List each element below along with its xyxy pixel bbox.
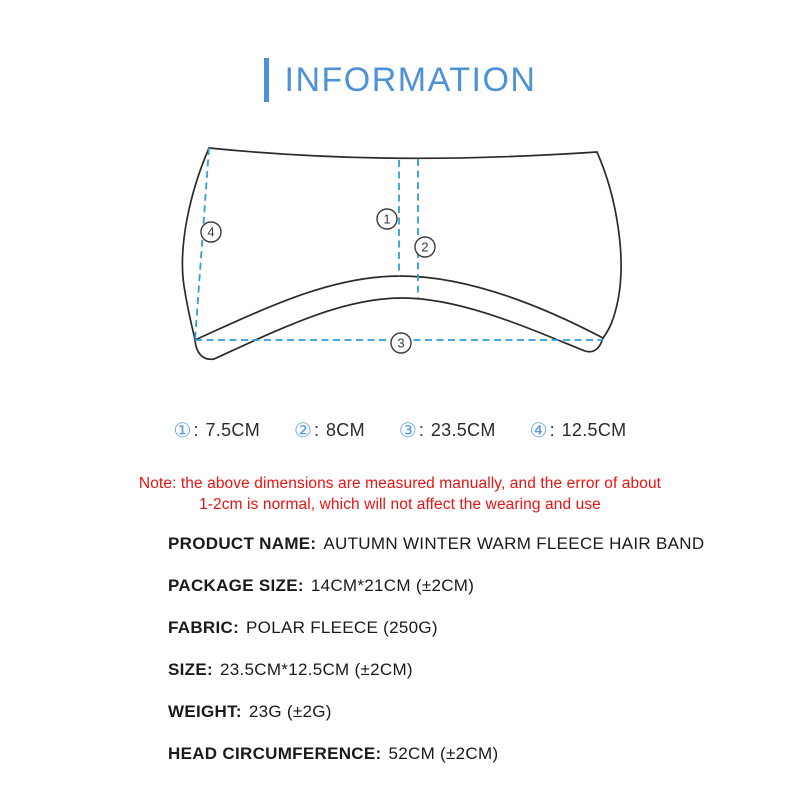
spec-label: PRODUCT NAME:: [168, 534, 317, 553]
spec-list: [168, 533, 704, 785]
legend-value: 8CM: [325, 419, 365, 440]
diagram-marker-1: [377, 209, 397, 229]
svg-text:4: 4: [207, 224, 215, 240]
spec-value: 52CM (±2CM): [388, 744, 499, 763]
circled-3-icon: ③: [398, 418, 417, 442]
legend-value: 23.5CM: [430, 419, 496, 440]
spec-label: FABRIC:: [168, 618, 240, 637]
spec-label: SIZE:: [168, 660, 213, 679]
spec-row-weight: [168, 701, 704, 723]
spec-row-size: [168, 659, 704, 681]
spec-value: 14CM*21CM (±2CM): [310, 576, 475, 595]
svg-text:2: 2: [421, 239, 429, 255]
spec-row-fabric: [168, 617, 704, 639]
legend-item-1: [174, 418, 260, 442]
legend-value: 12.5CM: [561, 419, 627, 440]
legend-colon: :: [313, 419, 319, 440]
circled-4-icon: ④: [529, 418, 548, 442]
spec-value: AUTUMN WINTER WARM FLEECE HAIR BAND: [323, 534, 705, 553]
legend-item-3: [399, 418, 496, 442]
spec-row-product-name: [168, 533, 704, 555]
diagram-marker-3: [391, 333, 411, 353]
spec-value: 23.5CM*12.5CM (±2CM): [219, 660, 413, 679]
circled-2-icon: ②: [294, 418, 312, 442]
measurement-note-line-1: Note: the above dimensions are measured manually, and the error of about: [138, 475, 662, 492]
title-accent-bar: [264, 58, 269, 102]
spec-label: WEIGHT:: [168, 702, 242, 721]
spec-value: 23G (±2G): [248, 702, 332, 721]
legend-value: 7.5CM: [205, 419, 261, 440]
diagram-marker-2: [415, 237, 435, 257]
legend-item-2: [294, 418, 365, 442]
legend-colon: :: [549, 419, 555, 440]
headband-outline-drawing: [150, 130, 650, 380]
headband-dimension-diagram: [150, 130, 650, 380]
legend-item-4: [530, 418, 627, 442]
dimension-line-4: [195, 148, 209, 340]
spec-label: HEAD CIRCUMFERENCE:: [168, 744, 382, 763]
page-title-text: INFORMATION: [284, 60, 537, 99]
circled-1-icon: ①: [173, 418, 192, 442]
spec-row-head-circumference: [168, 743, 704, 765]
page-title: [0, 56, 800, 104]
diagram-marker-4: [201, 222, 221, 242]
legend-colon: :: [193, 419, 199, 440]
svg-text:3: 3: [397, 335, 405, 351]
spec-value: POLAR FLEECE (250G): [246, 618, 438, 637]
spec-label: PACKAGE SIZE:: [168, 576, 304, 595]
headband-body-outline: [182, 148, 621, 359]
svg-text:1: 1: [383, 211, 391, 227]
measurement-note: [0, 473, 800, 515]
measurement-note-line-2: 1-2cm is normal, which will not affect the wearing and use: [199, 496, 601, 513]
dimension-legend: [0, 418, 800, 442]
headband-front-curve: [195, 276, 603, 340]
spec-row-package-size: [168, 575, 704, 597]
legend-colon: :: [418, 419, 424, 440]
